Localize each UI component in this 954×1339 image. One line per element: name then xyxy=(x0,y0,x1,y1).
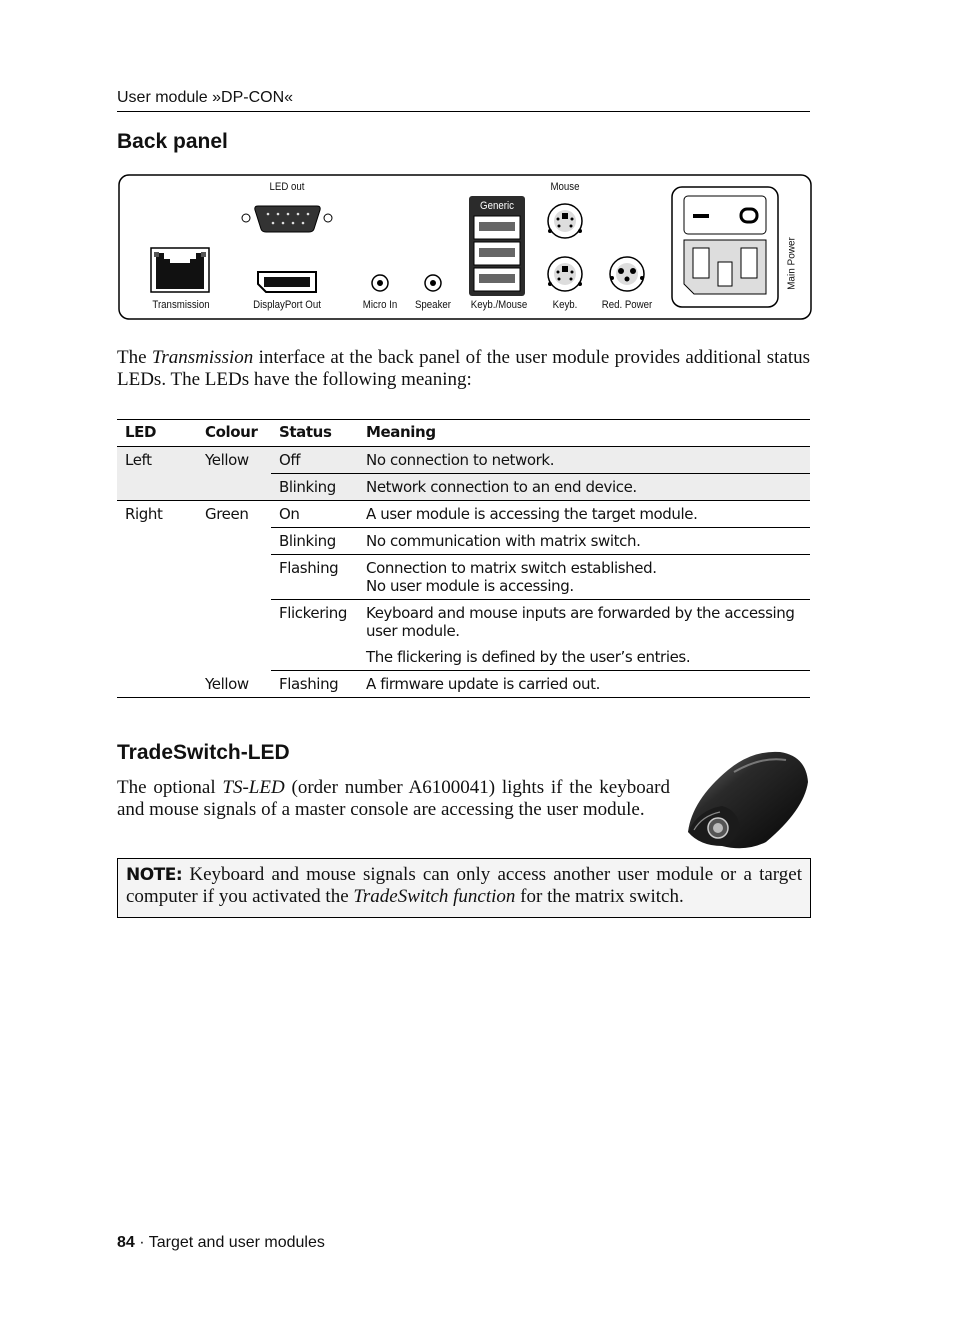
cell-status: Flickering xyxy=(271,600,358,671)
label-generic: Generic xyxy=(480,200,514,212)
tradeswitch-text-start: The optional xyxy=(117,777,223,798)
ps2-keyboard-port-icon xyxy=(548,257,582,291)
cell-status: Flashing xyxy=(271,671,358,698)
table-header-row xyxy=(117,420,810,447)
cell-meaning xyxy=(358,555,810,600)
label-displayport-out: DisplayPort Out xyxy=(253,299,321,311)
cell-colour: Yellow xyxy=(197,671,271,698)
cell-status: Flashing xyxy=(271,555,358,600)
header-meaning: Meaning xyxy=(358,420,810,447)
header-led: LED xyxy=(117,420,197,447)
label-keyb-mouse: Keyb./Mouse xyxy=(470,299,528,311)
header-colour: Colour xyxy=(197,420,271,447)
footer-separator: · xyxy=(134,1234,149,1251)
cell-meaning: No connection to network. xyxy=(358,447,810,474)
footer-chapter: Target and user modules xyxy=(148,1234,325,1251)
note-text-start: Keyboard and mouse signals can only access another user module or a target computer if you activated the xyxy=(126,864,802,907)
cell-meaning-line: Keyboard and mouse inputs are forwarded by the accessing user module. xyxy=(366,604,795,640)
label-mouse: Mouse xyxy=(550,181,580,193)
cell-meaning-line: No user module is accessing. xyxy=(366,577,574,595)
cell-led: Right xyxy=(117,501,197,698)
cell-meaning xyxy=(358,600,810,671)
label-micro-in: Micro In xyxy=(362,299,398,311)
cell-status: Blinking xyxy=(271,474,358,501)
cell-meaning: Network connection to an end device. xyxy=(358,474,810,501)
note-emphasis: TradeSwitch function xyxy=(353,886,516,907)
page-footer xyxy=(117,1234,325,1252)
speaker-jack-icon xyxy=(425,275,441,291)
cell-meaning-line: Connection to matrix switch established. xyxy=(366,559,657,577)
running-head: User module »DP-CON« xyxy=(117,89,810,112)
section-heading-tradeswitch: TradeSwitch-LED xyxy=(117,741,290,764)
page-number: 84 xyxy=(117,1234,135,1251)
ps2-mouse-port-icon xyxy=(548,204,582,238)
displayport-icon xyxy=(258,272,316,292)
label-keyb: Keyb. xyxy=(552,299,578,311)
label-main-power: Main Power xyxy=(786,237,798,290)
rj45-port-icon xyxy=(151,248,209,292)
tradeswitch-emphasis: TS-LED xyxy=(222,777,285,798)
cell-status: On xyxy=(271,501,358,528)
cell-led: Left xyxy=(117,447,197,501)
micro-in-jack-icon xyxy=(372,275,388,291)
label-transmission: Transmission xyxy=(152,299,210,311)
intro-text-end: interface at the back panel of the user module provides additional status LEDs. The LEDs have the following meaning: xyxy=(117,347,810,390)
led-meaning-table xyxy=(117,419,810,698)
back-panel-drawing xyxy=(118,174,812,320)
cell-meaning: A firmware update is carried out. xyxy=(358,671,810,698)
cell-meaning-line: The flickering is defined by the user’s entries. xyxy=(366,648,691,666)
section-heading-back-panel: Back panel xyxy=(117,130,228,153)
table-row xyxy=(117,501,810,528)
table-row xyxy=(117,671,810,698)
label-red-power: Red. Power xyxy=(601,299,653,311)
cell-colour: Yellow xyxy=(197,447,271,501)
header-status: Status xyxy=(271,420,358,447)
cell-status: Blinking xyxy=(271,528,358,555)
intro-emphasis: Transmission xyxy=(151,347,254,368)
label-speaker: Speaker xyxy=(414,299,452,311)
main-power-module-icon xyxy=(672,187,778,307)
tradeswitch-paragraph xyxy=(117,777,670,821)
ts-led-device-image xyxy=(682,748,810,852)
intro-paragraph xyxy=(117,347,810,391)
cell-status: Off xyxy=(271,447,358,474)
note-box xyxy=(117,858,811,918)
redundant-power-port-icon xyxy=(610,257,644,291)
back-panel-diagram xyxy=(118,174,812,320)
cell-meaning: No communication with matrix switch. xyxy=(358,528,810,555)
intro-text-start: The xyxy=(117,347,152,368)
note-label: NOTE: xyxy=(126,865,183,885)
cell-meaning: A user module is accessing the target module. xyxy=(358,501,810,528)
note-text-end: for the matrix switch. xyxy=(515,886,684,907)
table-row xyxy=(117,447,810,474)
tradeswitch-text-end: (order number A6100041) lights if the keyboard and mouse signals of a master console are accessing the user module. xyxy=(117,777,670,820)
label-led-out: LED out xyxy=(269,181,305,193)
cell-colour: Green xyxy=(205,505,249,523)
